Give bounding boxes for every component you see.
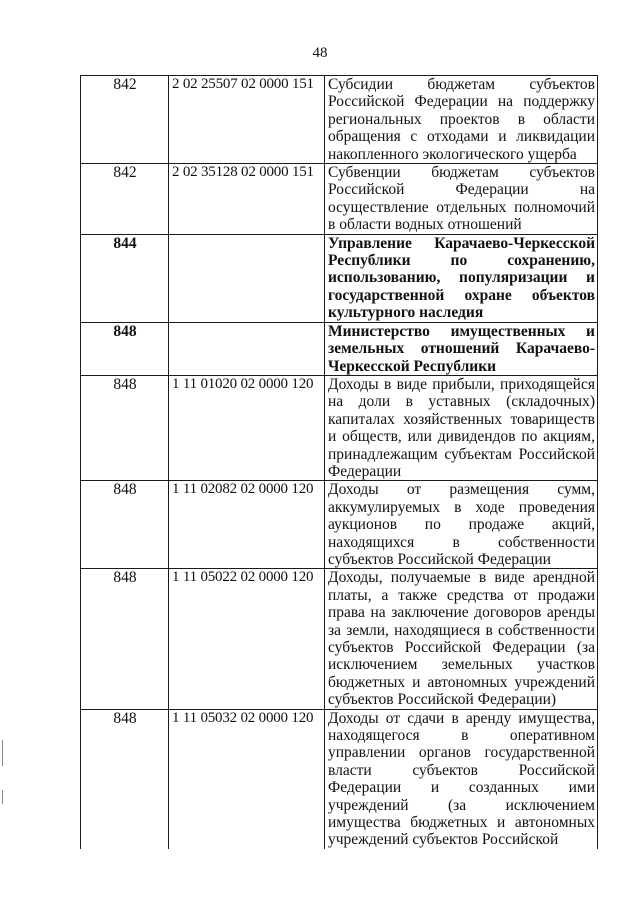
budget-classification-table [80,75,598,849]
revenue-code-cell [169,322,325,375]
admin-code-cell: 848 [81,709,169,849]
description-cell: Доходы от сдачи в аренду имущества, находящегося в оперативном управлении органов государственной власти субъектов Российской Федерации и созданных ими учреждений (за исключением имущества бюджетных и автономных учреждений субъектов Российской [325,709,598,849]
description-cell: Доходы в виде прибыли, приходящейся на доли в уставных (складочных) капиталах хозяйственных товариществ и обществ, или дивидендов по акциям, принадлежащим субъектам Российской Федерации [325,375,598,480]
revenue-code-cell: 2 02 25507 02 0000 151 [169,76,325,164]
table-row [81,375,598,480]
admin-code-cell: 848 [81,569,169,709]
table-row [81,481,598,569]
table-body [81,76,598,849]
table-row [81,164,598,235]
revenue-code-cell: 1 11 01020 02 0000 120 [169,375,325,480]
table-row [81,569,598,709]
revenue-code-cell: 1 11 02082 02 0000 120 [169,481,325,569]
table-row-section-header [81,322,598,375]
admin-code-cell: 848 [81,322,169,375]
admin-code-cell: 848 [81,375,169,480]
description-cell: Доходы от размещения сумм, аккумулируемых в ходе проведения аукционов по продаже акций, находящихся в собственности субъектов Российской Федерации [325,481,598,569]
description-cell: Субвенции бюджетам субъектов Российской Федерации на осуществление отдельных полномочий в области водных отношений [325,164,598,235]
admin-code-cell: 848 [81,481,169,569]
table-row-section-header [81,234,598,322]
table-row [81,76,598,164]
page-number: 48 [312,45,328,61]
scan-edge-mark [2,790,3,804]
revenue-code-cell [169,234,325,322]
revenue-code-cell: 2 02 35128 02 0000 151 [169,164,325,235]
table-row [81,709,598,849]
revenue-code-cell: 1 11 05022 02 0000 120 [169,569,325,709]
admin-code-cell: 844 [81,234,169,322]
scan-edge-mark [2,740,3,766]
revenue-code-cell: 1 11 05032 02 0000 120 [169,709,325,849]
description-cell: Субсидии бюджетам субъектов Российской Федерации на поддержку региональных проектов в области обращения с отходами и ликвидации накопленного экологического ущерба [325,76,598,164]
administrator-name-cell: Министерство имущественных и земельных отношений Карачаево-Черкесской Республики [325,322,598,375]
administrator-name-cell: Управление Карачаево-Черкесской Республики по сохранению, использованию, популяризации и государственной охране объектов культурного наследия [325,234,598,322]
description-cell: Доходы, получаемые в виде арендной платы, а также средства от продажи права на заключение договоров аренды за земли, находящиеся в собственности субъектов Российской Федерации (за исключением земельных участков бюджетных и автономных учреждений субъектов Российской Федерации) [325,569,598,709]
admin-code-cell: 842 [81,164,169,235]
admin-code-cell: 842 [81,76,169,164]
